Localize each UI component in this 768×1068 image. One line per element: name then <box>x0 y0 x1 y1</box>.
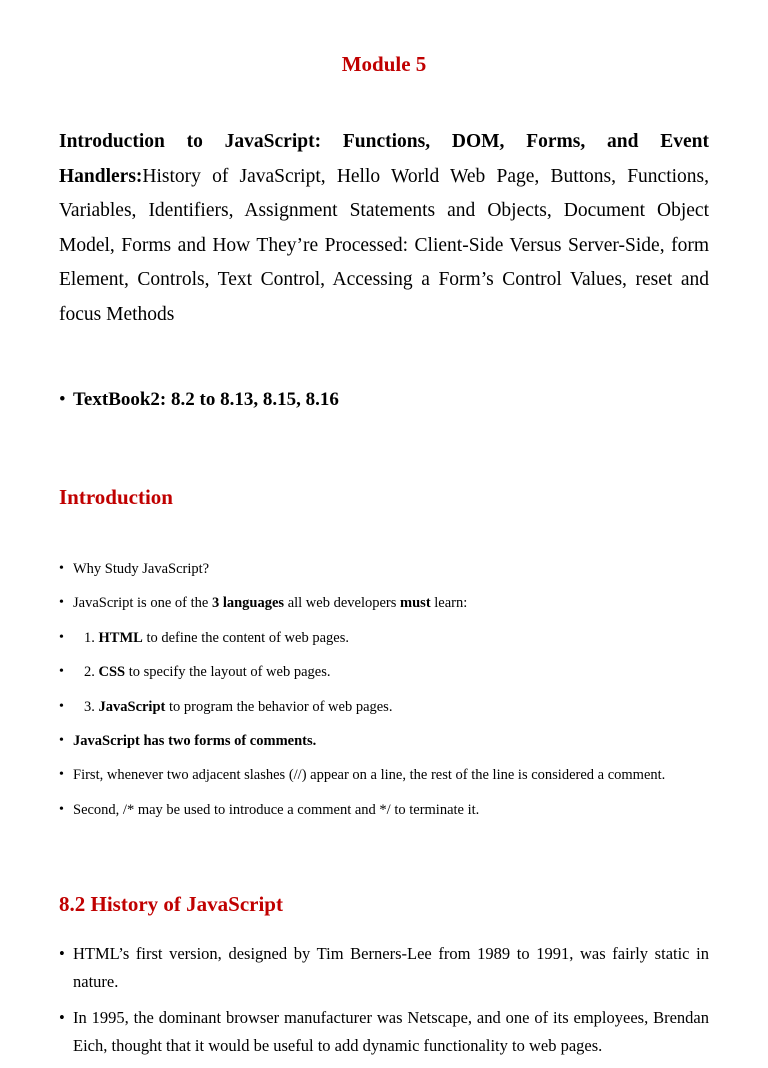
text-run: all web developers <box>284 595 401 612</box>
bullet-icon: • <box>59 944 65 963</box>
list-item-text <box>73 802 479 818</box>
text-run: Why Study JavaScript? <box>73 561 210 577</box>
text-run: to specify the layout of web pages. <box>125 664 331 681</box>
text-run: 2. <box>84 664 99 681</box>
list-item-text <box>73 630 349 646</box>
bullet-icon: • <box>59 595 64 611</box>
introduction-heading: Introduction <box>59 485 173 509</box>
text-run: learn: <box>430 595 468 612</box>
bullet-icon: • <box>59 801 64 817</box>
list-item-text <box>73 767 665 783</box>
list-item <box>59 590 709 624</box>
list-item <box>59 659 709 693</box>
list-item <box>59 762 709 796</box>
bullet-icon: • <box>59 389 66 410</box>
list-item-text <box>73 664 330 680</box>
bullet-icon: • <box>59 561 64 576</box>
list-item-text <box>73 733 316 749</box>
text-run: 3. <box>84 698 99 715</box>
bold-text: HTML <box>98 629 143 646</box>
bullet-icon: • <box>59 767 64 783</box>
intro-paragraph <box>59 125 709 333</box>
text-run: to program the behavior of web pages. <box>165 698 393 715</box>
bullet-icon: • <box>59 1008 65 1027</box>
bullet-icon: • <box>59 629 64 645</box>
bold-text: 3 languages <box>211 595 285 612</box>
textbook-reference <box>59 386 709 414</box>
list-item <box>59 797 709 831</box>
bold-text: JavaScript <box>98 698 166 715</box>
textbook-reference-text: TextBook2: 8.2 to 8.13, 8.15, 8.16 <box>73 389 339 410</box>
bold-text: CSS <box>98 664 126 681</box>
text-run: to define the content of web pages. <box>142 629 349 646</box>
intro-body: History of JavaScript, Hello World Web Page, Buttons, Functions, Variables, Identifiers, Assignment Statements and Objects, Document Object Model, Forms and How They’re Processed: Client-Side Versus Server-Side, form Element, Controls, Text Control, Accessing a Form’s Control Values, reset and focus Methods <box>59 165 709 325</box>
text-run: JavaScript is one of the <box>73 595 212 612</box>
module-title: Module 5 <box>341 52 427 76</box>
text-run: Second, /* may be used to introduce a comment and */ to terminate it. <box>73 801 480 818</box>
intro-bold-lead: Introduction to JavaScript: Functions, DOM, Forms, and Event Handlers: <box>59 131 709 187</box>
bold-text: must <box>400 595 431 612</box>
list-item <box>59 728 709 762</box>
list-item-text <box>73 561 209 577</box>
list-item <box>59 625 709 659</box>
text-run: First, whenever two adjacent slashes (//) appear on a line, the rest of the line is considered a comment. <box>73 767 666 784</box>
list-item <box>59 940 709 996</box>
bullet-icon: • <box>59 732 64 748</box>
introduction-list <box>59 556 709 831</box>
list-item-text: HTML’s first version, designed by Tim Berners-Lee from 1989 to 1991, was fairly static in nature. <box>73 944 709 991</box>
list-item-text: In 1995, the dominant browser manufacturer was Netscape, and one of its employees, Brendan Eich, thought that it would be useful to add dynamic functionality to web pages. <box>73 1008 709 1055</box>
bullet-icon: • <box>59 698 64 714</box>
list-item <box>59 556 709 590</box>
bold-text: JavaScript has two forms of comments. <box>73 732 317 749</box>
list-item <box>59 694 709 728</box>
bullet-icon: • <box>59 664 64 680</box>
history-heading: 8.2 History of JavaScript <box>59 892 283 916</box>
list-item-text <box>73 595 467 611</box>
list-item <box>59 1004 709 1060</box>
text-run: 1. <box>84 629 99 646</box>
history-list <box>59 940 709 1068</box>
list-item-text <box>73 699 392 715</box>
